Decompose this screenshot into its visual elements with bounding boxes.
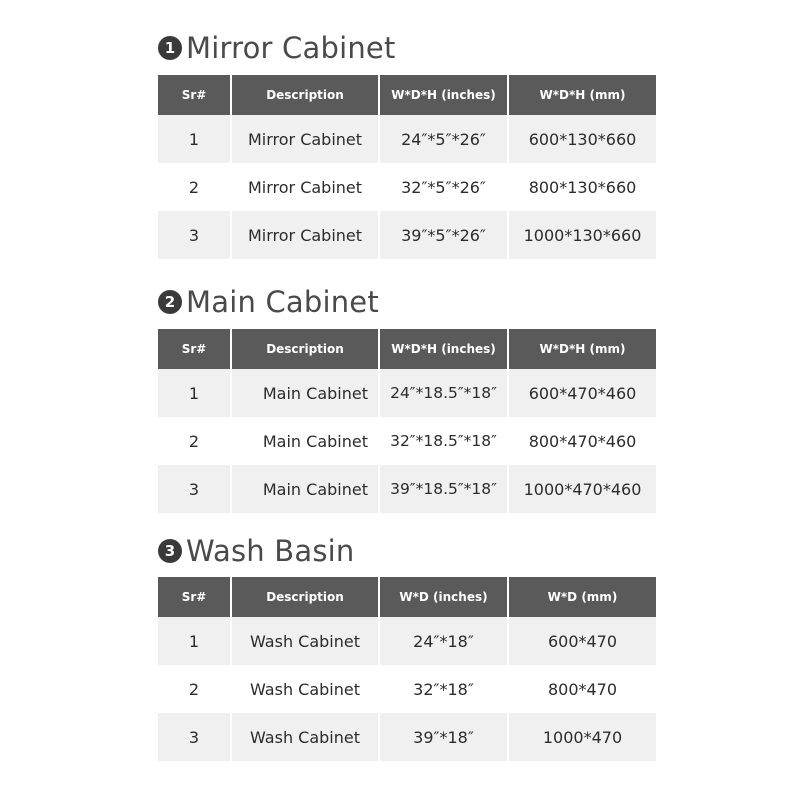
cell-sr: 3 (158, 211, 230, 259)
cell-description: Main Cabinet (232, 369, 378, 417)
cell-inches: 39″*18.5″*18″ (380, 465, 507, 513)
cell-inches: 32″*18″ (380, 665, 507, 713)
spec-table-mirror-cabinet (156, 75, 658, 259)
cell-sr: 2 (158, 163, 230, 211)
column-header-sr: Sr# (158, 329, 230, 369)
column-header-mm: W*D*H (mm) (509, 75, 656, 115)
section-number-badge: 3 (158, 539, 182, 563)
cell-description: Mirror Cabinet (232, 211, 378, 259)
cell-sr: 2 (158, 665, 230, 713)
column-header-sr: Sr# (158, 75, 230, 115)
section-title-text: Main Cabinet (186, 285, 379, 319)
cell-description: Wash Cabinet (232, 665, 378, 713)
cell-inches: 32″*18.5″*18″ (380, 417, 507, 465)
cell-mm: 800*130*660 (509, 163, 656, 211)
table-row (158, 417, 656, 465)
cell-mm: 1000*470*460 (509, 465, 656, 513)
cell-sr: 1 (158, 617, 230, 665)
section-title (158, 282, 658, 322)
cell-inches: 39″*18″ (380, 713, 507, 761)
table-header-row (158, 577, 656, 617)
section-wash-basin (158, 531, 658, 761)
table-row (158, 665, 656, 713)
cell-description: Main Cabinet (232, 465, 378, 513)
cell-inches: 32″*5″*26″ (380, 163, 507, 211)
cell-mm: 800*470*460 (509, 417, 656, 465)
cell-sr: 1 (158, 115, 230, 163)
section-number-badge: 1 (158, 36, 182, 60)
column-header-inches: W*D (inches) (380, 577, 507, 617)
cell-mm: 1000*130*660 (509, 211, 656, 259)
section-title (158, 531, 658, 571)
column-header-inches: W*D*H (inches) (380, 75, 507, 115)
cell-mm: 1000*470 (509, 713, 656, 761)
section-title (158, 28, 658, 68)
cell-inches: 24″*18.5″*18″ (380, 369, 507, 417)
cell-description: Wash Cabinet (232, 713, 378, 761)
column-header-description: Description (232, 329, 378, 369)
cell-inches: 24″*18″ (380, 617, 507, 665)
table-row (158, 465, 656, 513)
table-row (158, 115, 656, 163)
cell-mm: 600*470*460 (509, 369, 656, 417)
cell-description: Main Cabinet (232, 417, 378, 465)
cell-description: Mirror Cabinet (232, 115, 378, 163)
cell-mm: 600*470 (509, 617, 656, 665)
table-row (158, 713, 656, 761)
cell-description: Wash Cabinet (232, 617, 378, 665)
table-row (158, 211, 656, 259)
cell-sr: 2 (158, 417, 230, 465)
section-main-cabinet (158, 282, 658, 513)
table-header-row (158, 75, 656, 115)
column-header-sr: Sr# (158, 577, 230, 617)
column-header-description: Description (232, 75, 378, 115)
table-row (158, 163, 656, 211)
table-row (158, 617, 656, 665)
section-number-badge: 2 (158, 290, 182, 314)
section-title-text: Mirror Cabinet (186, 31, 396, 65)
cell-inches: 24″*5″*26″ (380, 115, 507, 163)
spec-table-main-cabinet (156, 329, 658, 513)
table-row (158, 369, 656, 417)
cell-sr: 3 (158, 465, 230, 513)
section-title-text: Wash Basin (186, 534, 355, 568)
spec-table-wash-basin (156, 577, 658, 761)
column-header-inches: W*D*H (inches) (380, 329, 507, 369)
cell-inches: 39″*5″*26″ (380, 211, 507, 259)
cell-mm: 800*470 (509, 665, 656, 713)
table-header-row (158, 329, 656, 369)
column-header-mm: W*D (mm) (509, 577, 656, 617)
cell-description: Mirror Cabinet (232, 163, 378, 211)
cell-sr: 1 (158, 369, 230, 417)
cell-mm: 600*130*660 (509, 115, 656, 163)
cell-sr: 3 (158, 713, 230, 761)
column-header-mm: W*D*H (mm) (509, 329, 656, 369)
section-mirror-cabinet (158, 28, 658, 259)
column-header-description: Description (232, 577, 378, 617)
